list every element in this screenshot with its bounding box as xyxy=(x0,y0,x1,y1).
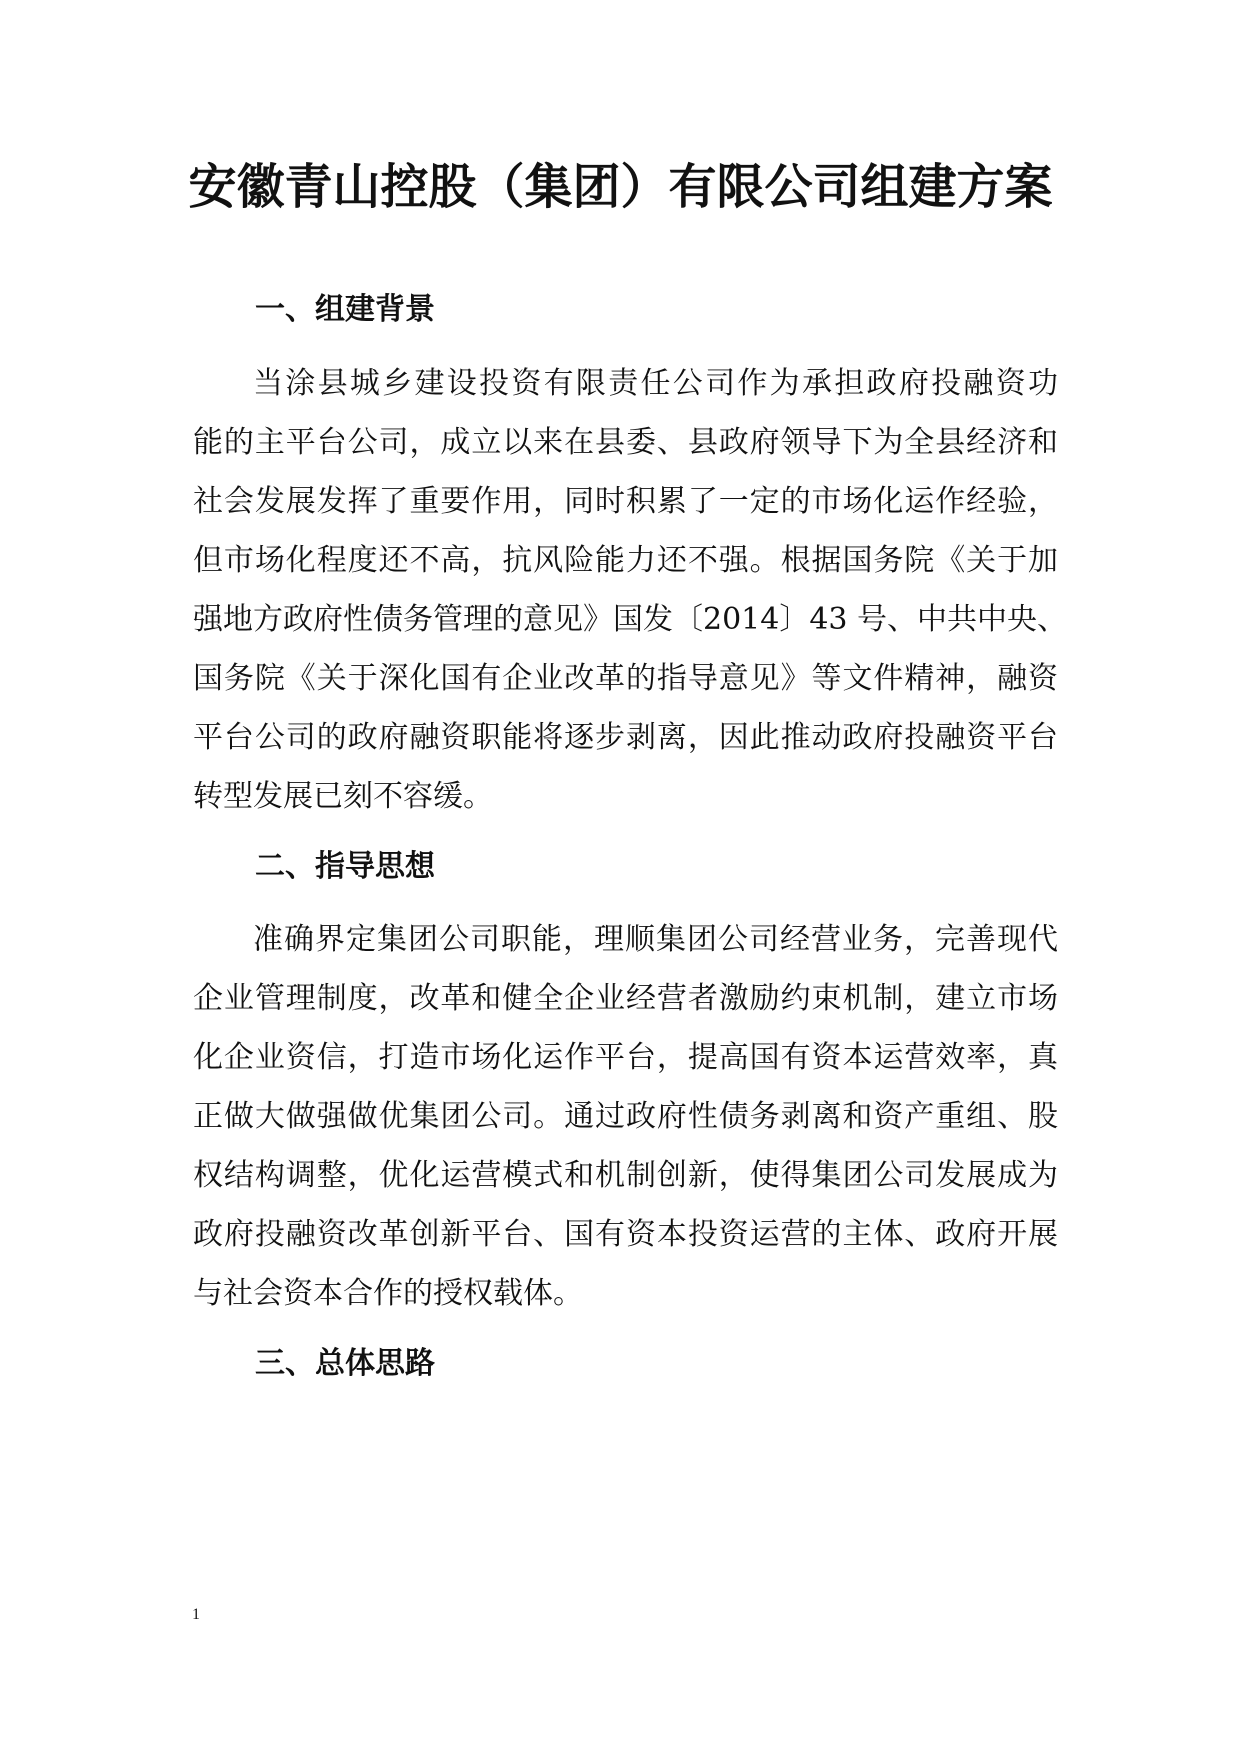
paragraph-line: 正做大做强做优集团公司。通过政府性债务剥离和资产重组、股 xyxy=(193,1099,1058,1134)
page-title: 安徽青山控股（集团）有限公司组建方案 xyxy=(188,159,1053,215)
paragraph-line: 化企业资信，打造市场化运作平台，提高国有资本运营效率，真 xyxy=(193,1040,1058,1075)
paragraph-line: 权结构调整，优化运营模式和机制创新，使得集团公司发展成为 xyxy=(193,1158,1058,1193)
paragraph-line: 政府投融资改革创新平台、国有资本投资运营的主体、政府开展 xyxy=(193,1217,1058,1252)
paragraph-line: 企业管理制度，改革和健全企业经营者激励约束机制，建立市场 xyxy=(193,981,1058,1016)
paragraph-line: 但市场化程度还不高，抗风险能力还不强。根据国务院《关于加 xyxy=(193,543,1058,578)
paragraph-line: 与社会资本合作的授权载体。 xyxy=(193,1276,583,1311)
section-heading-overall-approach: 三、总体思路 xyxy=(255,1346,435,1381)
paragraph-line: 转型发展已刻不容缓。 xyxy=(193,779,493,814)
paragraph-line: 平台公司的政府融资职能将逐步剥离，因此推动政府投融资平台 xyxy=(193,720,1058,755)
page-number: 1 xyxy=(192,1606,200,1623)
paragraph-line: 能的主平台公司，成立以来在县委、县政府领导下为全县经济和 xyxy=(193,425,1058,460)
section-heading-guiding-ideology: 二、指导思想 xyxy=(255,849,435,884)
paragraph-line: 准确界定集团公司职能，理顺集团公司经营业务，完善现代 xyxy=(253,922,1058,957)
section-heading-background: 一、组建背景 xyxy=(255,292,435,327)
paragraph-line: 国务院《关于深化国有企业改革的指导意见》等文件精神，融资 xyxy=(193,661,1058,696)
paragraph-line: 当涂县城乡建设投资有限责任公司作为承担政府投融资功 xyxy=(253,366,1058,401)
paragraph-line: 社会发展发挥了重要作用，同时积累了一定的市场化运作经验， xyxy=(193,484,1058,519)
paragraph-line: 强地方政府性债务管理的意见》国发〔2014〕43 号、中共中央、 xyxy=(193,602,1068,637)
